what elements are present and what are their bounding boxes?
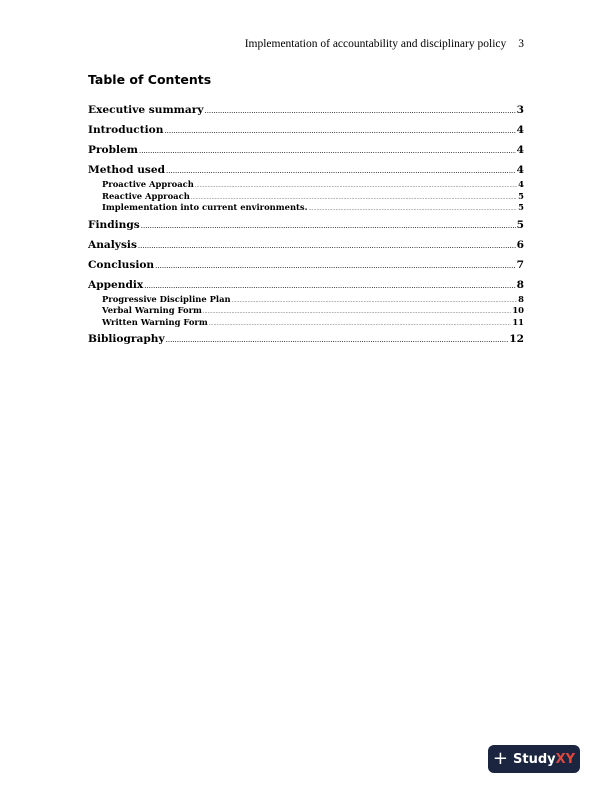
toc-entry-label: Analysis [88, 237, 137, 254]
toc-entry-page: 8 [518, 293, 524, 304]
toc-entry-label: Introduction [88, 122, 163, 139]
toc-entry-label: Findings [88, 217, 140, 234]
toc-leader-dots [144, 278, 515, 294]
toc-entry-written-warning-form[interactable] [88, 317, 524, 329]
studyxy-watermark[interactable] [488, 745, 580, 773]
toc-entry-page: 7 [517, 257, 524, 274]
watermark-brand-xy: XY [555, 751, 576, 767]
toc-entry-appendix[interactable] [88, 277, 524, 294]
toc-entry-page: 6 [517, 237, 524, 254]
toc-entry-conclusion[interactable] [88, 257, 524, 274]
toc-entry-verbal-warning-form[interactable] [88, 305, 524, 317]
toc-entry-label: Bibliography [88, 331, 165, 348]
toc-entry-page: 10 [512, 305, 524, 315]
toc-entry-proactive-approach[interactable] [88, 179, 524, 191]
toc-entry-executive-summary[interactable] [88, 102, 524, 119]
watermark-brand [513, 752, 575, 767]
toc-entry-page: 4 [517, 142, 524, 159]
toc-entry-bibliography[interactable] [88, 331, 524, 348]
toc-entry-label: Verbal Warning Form [102, 305, 202, 315]
toc-leader-dots [203, 307, 512, 317]
toc-leader-dots [195, 181, 517, 191]
toc-leader-dots [191, 193, 517, 203]
toc-leader-dots [204, 103, 515, 119]
toc-entry-label: Executive summary [88, 102, 203, 119]
toc-entry-label: Method used [88, 162, 165, 179]
toc-entry-page: 5 [518, 202, 524, 212]
toc-leader-dots [164, 123, 515, 139]
toc-leader-dots [138, 238, 516, 254]
toc-title: Table of Contents [88, 72, 212, 87]
toc-leader-dots [166, 332, 509, 348]
toc-entry-label: Reactive Approach [102, 190, 190, 201]
toc-leader-dots [209, 319, 512, 329]
toc-entry-page: 5 [517, 217, 524, 234]
toc-entry-label: Proactive Approach [102, 179, 194, 189]
toc-entry-page: 4 [518, 179, 524, 189]
toc-entry-page: 11 [512, 316, 524, 327]
toc-leader-dots [141, 218, 516, 234]
toc-entry-label: Implementation into current environments. [102, 202, 308, 212]
toc-leader-dots [139, 143, 516, 159]
watermark-brand-study: Study [513, 751, 556, 767]
toc-entry-label: Appendix [88, 277, 143, 294]
plus-icon: + [492, 748, 509, 769]
toc-entry-label: Progressive Discipline Plan [102, 293, 231, 304]
toc-entry-page: 3 [517, 102, 524, 119]
toc-leader-dots [155, 258, 515, 274]
toc-entry-method-used[interactable] [88, 162, 524, 179]
toc-leader-dots [309, 204, 518, 214]
toc-entry-findings[interactable] [88, 217, 524, 234]
toc-entry-page: 12 [509, 331, 524, 348]
table-of-contents [88, 99, 524, 348]
running-header [245, 38, 524, 50]
toc-entry-page: 5 [518, 190, 524, 201]
toc-entry-label: Written Warning Form [102, 316, 208, 327]
toc-entry-page: 8 [517, 277, 524, 294]
toc-entry-introduction[interactable] [88, 122, 524, 139]
toc-entry-reactive-approach[interactable] [88, 191, 524, 203]
header-title: Implementation of accountability and disciplinary policy [244, 38, 507, 50]
toc-entry-implementation[interactable] [88, 202, 524, 214]
toc-entry-label: Problem [88, 142, 138, 159]
toc-entry-label: Conclusion [88, 257, 154, 274]
toc-entry-page: 4 [517, 162, 524, 179]
toc-entry-page: 4 [517, 122, 524, 139]
toc-entry-problem[interactable] [88, 142, 524, 159]
toc-leader-dots [232, 296, 518, 306]
toc-leader-dots [166, 163, 516, 179]
header-page-number: 3 [518, 38, 524, 50]
toc-entry-progressive-discipline-plan[interactable] [88, 294, 524, 306]
toc-entry-analysis[interactable] [88, 237, 524, 254]
